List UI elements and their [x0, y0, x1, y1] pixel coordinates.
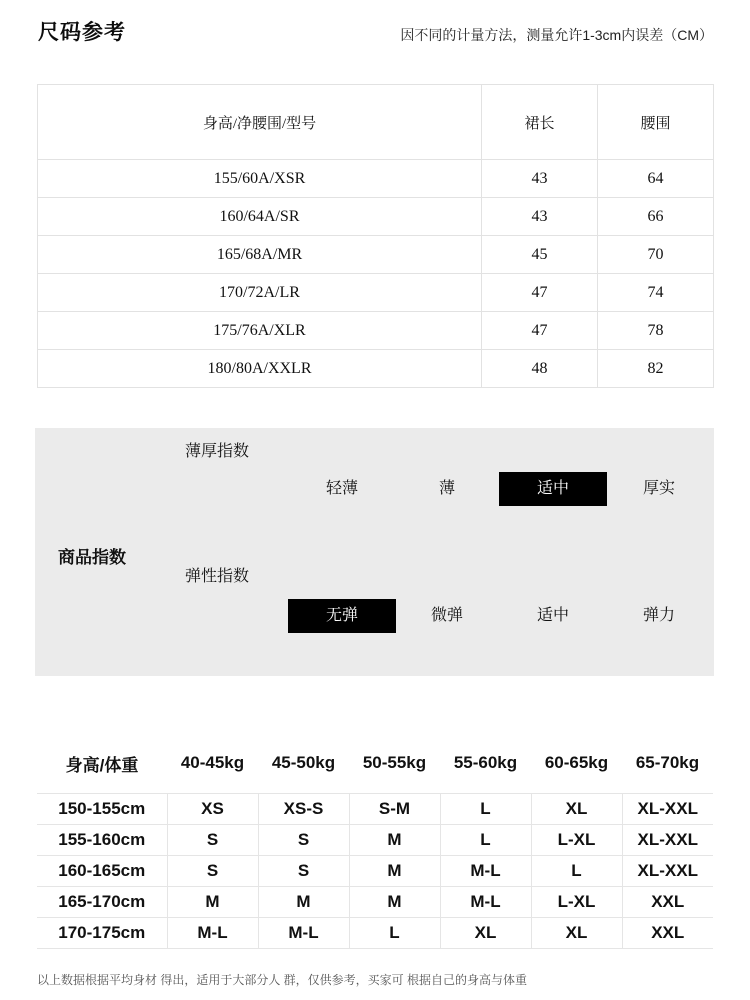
thickness-option-thin: 薄: [438, 480, 455, 497]
size-cell: M: [167, 887, 258, 918]
table-row: [38, 236, 714, 274]
skirt-length-cell: 43: [482, 198, 598, 236]
size-cell: L: [440, 794, 531, 825]
size-cell: M: [258, 887, 349, 918]
skirt-length-cell: 48: [482, 350, 598, 388]
spec-cell: 170/72A/LR: [38, 274, 482, 312]
table-row: [38, 160, 714, 198]
size-recommend-table: [37, 733, 713, 949]
thickness-index-label: 薄厚指数: [185, 443, 250, 460]
table-row: [38, 198, 714, 236]
waist-cell: 82: [598, 350, 714, 388]
table-row: [38, 274, 714, 312]
recommend-header-row: [37, 733, 713, 794]
thickness-option-thick: 厚实: [642, 480, 675, 497]
weight-column-header: 60-65kg: [544, 753, 609, 772]
waist-cell: 66: [598, 198, 714, 236]
thickness-option-moderate-selected: 适中: [499, 472, 607, 506]
product-index-label: 商品指数: [58, 548, 126, 567]
height-range-cell: 150-155cm: [37, 794, 167, 825]
size-cell: S: [167, 856, 258, 887]
elasticity-option-stretchy: 弹力: [642, 607, 675, 624]
skirt-length-cell: 45: [482, 236, 598, 274]
elasticity-index-label: 弹性指数: [185, 568, 250, 585]
skirt-length-cell: 47: [482, 312, 598, 350]
size-cell: M-L: [440, 887, 531, 918]
size-cell: S: [167, 825, 258, 856]
table-row: [38, 312, 714, 350]
column-header-skirt-length: 裙长: [482, 85, 598, 160]
elasticity-option-moderate: 适中: [536, 607, 569, 624]
waist-cell: 78: [598, 312, 714, 350]
weight-column-header: 55-60kg: [453, 753, 518, 772]
size-cell: XL-XXL: [622, 794, 713, 825]
size-cell: XXL: [622, 887, 713, 918]
size-cell: L-XL: [531, 825, 622, 856]
size-cell: XL: [531, 918, 622, 949]
size-spec-table: [37, 84, 714, 388]
skirt-length-cell: 47: [482, 274, 598, 312]
page-title: 尺码参考: [38, 21, 126, 44]
spec-cell: 175/76A/XLR: [38, 312, 482, 350]
spec-header-row: [38, 85, 714, 160]
size-cell: XL-XXL: [622, 856, 713, 887]
weight-column-header: 45-50kg: [271, 753, 336, 772]
footer-note: 以上数据根据平均身材 得出，适用于大部分人 群，仅供参考，买家可 根据自己的身高与体重: [37, 973, 528, 987]
weight-column-header: 65-70kg: [635, 753, 700, 772]
size-cell: XS-S: [258, 794, 349, 825]
size-cell: S-M: [349, 794, 440, 825]
size-cell: M: [349, 825, 440, 856]
size-cell: XXL: [622, 918, 713, 949]
size-cell: M: [349, 887, 440, 918]
column-header-spec: 身高/净腰围/型号: [38, 85, 482, 160]
table-row: [37, 856, 713, 887]
table-row: [37, 918, 713, 949]
size-cell: M-L: [440, 856, 531, 887]
spec-cell: 155/60A/XSR: [38, 160, 482, 198]
height-range-cell: 155-160cm: [37, 825, 167, 856]
table-row: [37, 794, 713, 825]
product-index-panel: [35, 428, 714, 676]
thickness-option-light: 轻薄: [325, 480, 358, 497]
table-row: [37, 825, 713, 856]
size-cell: L: [349, 918, 440, 949]
waist-cell: 64: [598, 160, 714, 198]
table-row: [37, 887, 713, 918]
size-cell: L: [440, 825, 531, 856]
table-row: [38, 350, 714, 388]
size-cell: XS: [167, 794, 258, 825]
spec-cell: 180/80A/XXLR: [38, 350, 482, 388]
skirt-length-cell: 43: [482, 160, 598, 198]
size-cell: XL-XXL: [622, 825, 713, 856]
size-cell: L: [531, 856, 622, 887]
column-header-waist: 腰围: [598, 85, 714, 160]
size-cell: S: [258, 856, 349, 887]
height-range-cell: 170-175cm: [37, 918, 167, 949]
size-cell: S: [258, 825, 349, 856]
height-range-cell: 160-165cm: [37, 856, 167, 887]
weight-column-header: 50-55kg: [362, 753, 427, 772]
spec-cell: 160/64A/SR: [38, 198, 482, 236]
size-cell: XL: [531, 794, 622, 825]
elasticity-option-none-selected: 无弹: [288, 599, 396, 633]
size-cell: XL: [440, 918, 531, 949]
size-cell: M-L: [258, 918, 349, 949]
measurement-disclaimer: 因不同的计量方法，测量允许1-3cm内误差（CM）: [400, 27, 713, 43]
size-cell: M-L: [167, 918, 258, 949]
waist-cell: 70: [598, 236, 714, 274]
size-cell: M: [349, 856, 440, 887]
corner-header-height-weight: 身高/体重: [65, 755, 139, 775]
waist-cell: 74: [598, 274, 714, 312]
elasticity-option-slight: 微弹: [430, 607, 463, 624]
height-range-cell: 165-170cm: [37, 887, 167, 918]
weight-column-header: 40-45kg: [180, 753, 245, 772]
spec-cell: 165/68A/MR: [38, 236, 482, 274]
size-cell: L-XL: [531, 887, 622, 918]
